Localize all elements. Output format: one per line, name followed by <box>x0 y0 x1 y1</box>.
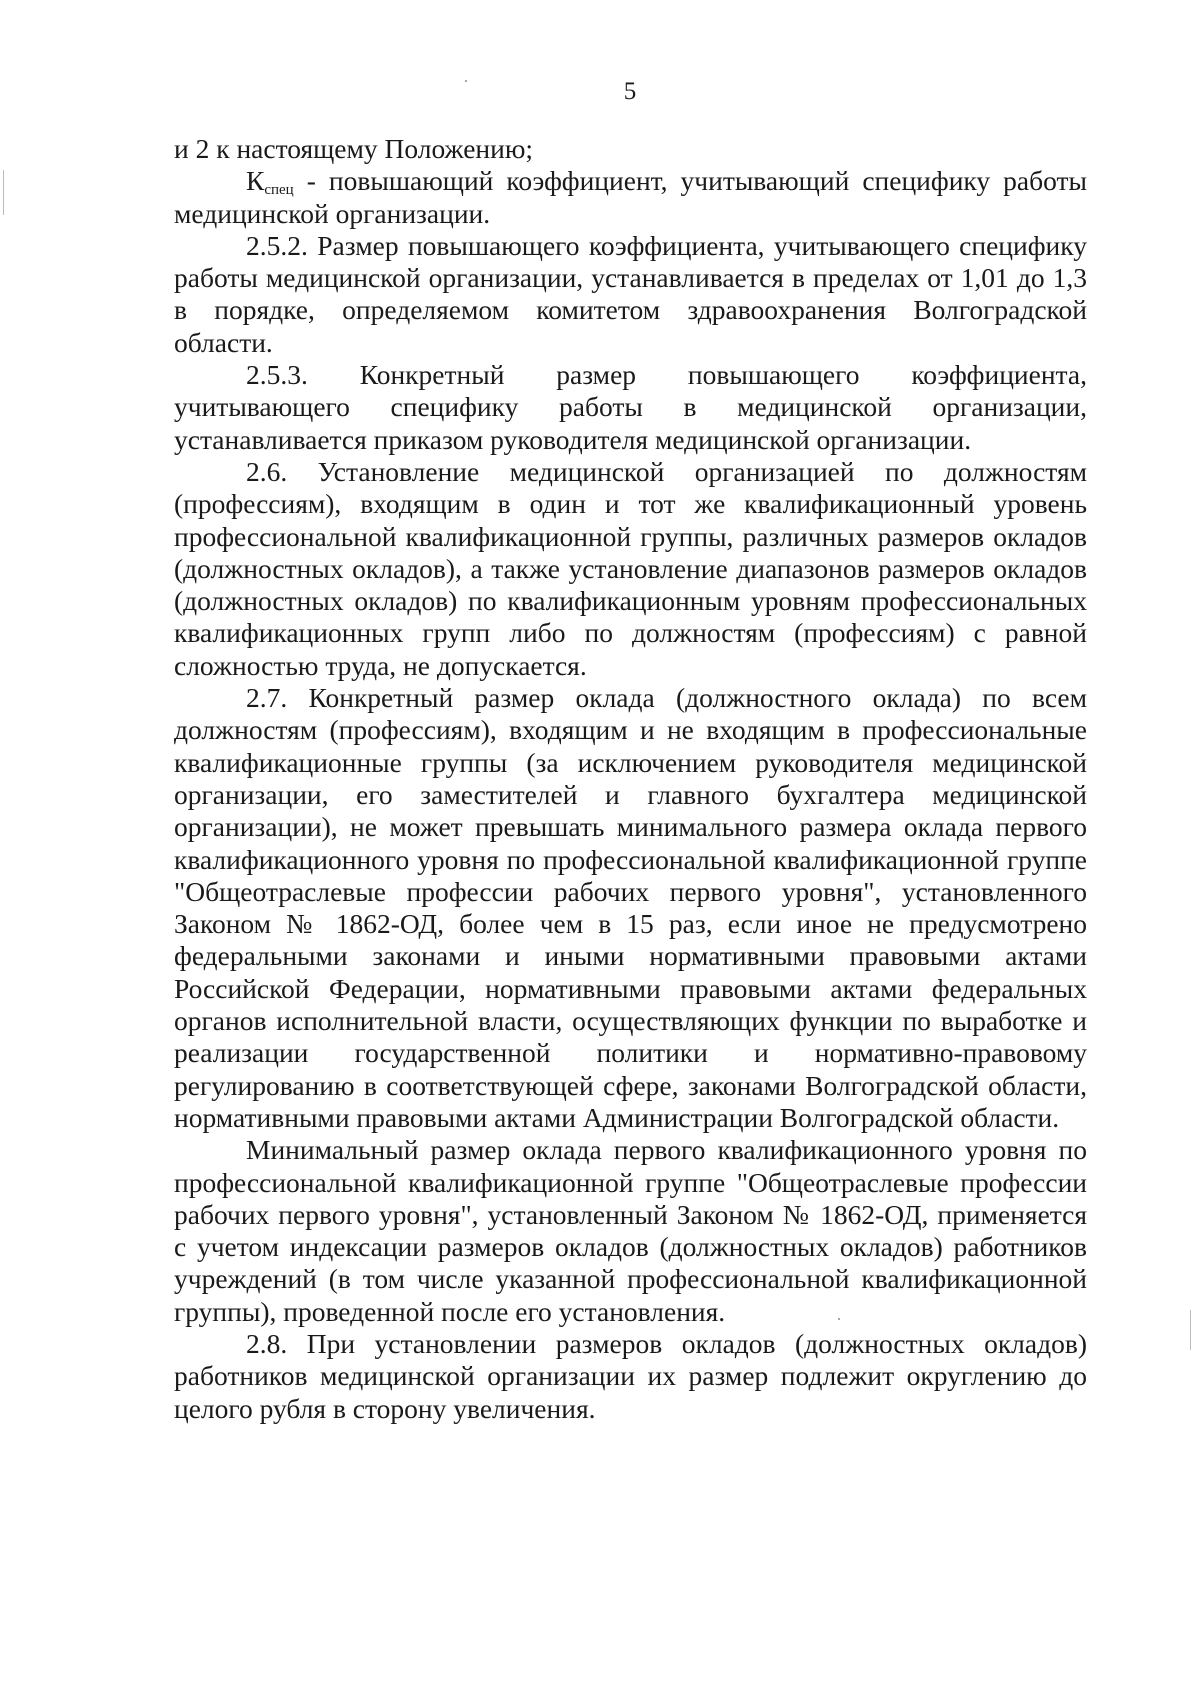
paragraph-k-spec <box>174 165 1087 230</box>
scan-artifact <box>3 170 4 215</box>
paragraph-continuation: и 2 к настоящему Положению; <box>174 133 534 164</box>
paragraph-2-7: 2.7. Конкретный размер оклада (должностного оклада) по всем должностям (профессиям), входящим и не входящим в профессиональные квалификационные группы (за исключением руководителя медицинской организации, его заместителей и главного бухгалтера медицинской организации), не может превышать минимального размера оклада первого квалификационного уровня по профессиональной квалификационной группе "Общеотраслевые профессии рабочих первого уровня", установленного Законом № 1862-ОД, более чем в 15 раз, если иное не предусмотрено федеральными законами и иными нормативными правовыми актами Российской Федерации, нормативными правовыми актами федеральных органов исполнительной власти, осуществляющих функции по выработке и реализации государственной политики и нормативно-правовому регулированию в соответствующей сфере, законами Волгоградской области, нормативными правовыми актами Администрации Волгоградской области. <box>174 682 1087 1133</box>
page-number: 5 <box>623 78 637 105</box>
paragraph-2-5-2: 2.5.2. Размер повышающего коэффициента, учитывающего специфику работы медицинской организации, устанавливается в пределах от 1,01 до 1,3 в порядке, определяемом комитетом здравоохранения Волгоградской области. <box>174 229 1087 358</box>
scan-artifact <box>838 1318 840 1320</box>
document-body <box>174 133 1087 1425</box>
scan-artifact <box>1190 1310 1191 1350</box>
paragraph-2-8: 2.8. При установлении размеров окладов (должностных окладов) работников медицинской организации их размер подлежит округлению до целого рубля в сторону увеличения. <box>174 1327 1087 1424</box>
paragraph-minimum-salary: Минимальный размер оклада первого квалификационного уровня по профессиональной квалификационной группе "Общеотраслевые профессии рабочих первого уровня", установленный Законом № 1862-ОД, применяется с учетом индексации размеров окладов (должностных окладов) работников учреждений (в том числе указанной профессиональной квалификационной группы), проведенной после его установления. <box>174 1134 1087 1327</box>
k-spec-definition: - повышающий коэффициент, учитывающий специфику работы медицинской организации. <box>174 165 1087 229</box>
paragraph-2-6: 2.6. Установление медицинской организацией по должностям (профессиям), входящим в один и тот же квалификационный уровень профессиональной квалификационной группы, различных размеров окладов (должностных окладов), а также установление диапазонов размеров окладов (должностных окладов) по квалификационным уровням профессиональных квалификационных групп либо по должностям (профессиям) с равной сложностью труда, не допускается. <box>174 455 1087 681</box>
paragraph-2-5-3: 2.5.3. Конкретный размер повышающего коэффициента, учитывающего специфику работы в медицинской организации, устанавливается приказом руководителя медицинской организации. <box>174 359 1087 455</box>
k-subscript: спец <box>264 182 294 199</box>
k-symbol: К <box>246 165 265 197</box>
scan-artifact <box>465 80 467 82</box>
